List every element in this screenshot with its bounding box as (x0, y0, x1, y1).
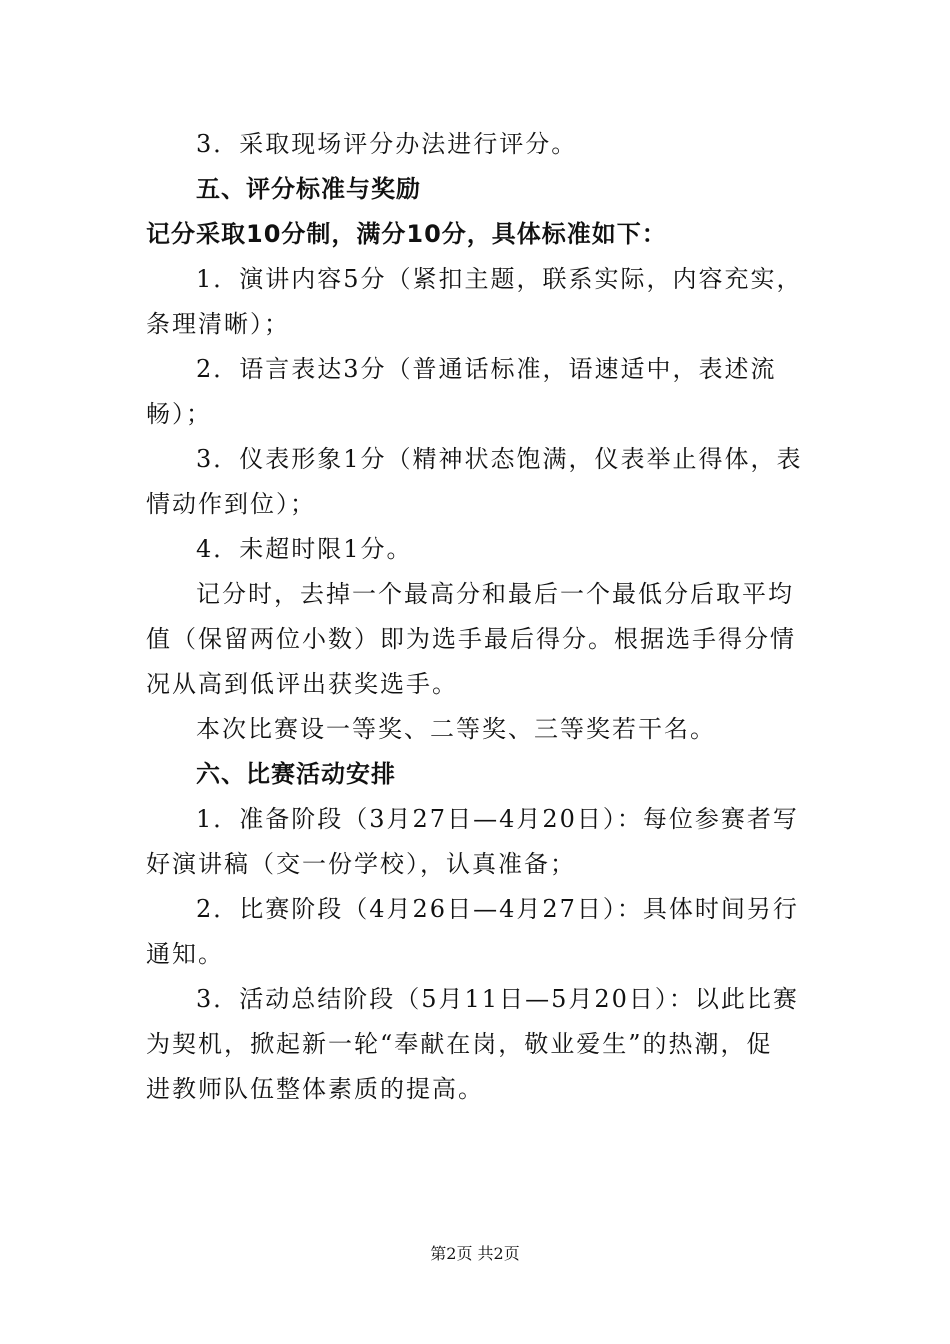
body-line: 3．仪表形象1分（精神状态饱满，仪表举止得体，表 (196, 445, 803, 473)
body-line: 记分时，去掉一个最高分和最后一个最低分后取平均 (196, 580, 794, 608)
body-line: 通知。 (146, 940, 224, 968)
body-line: 1．演讲内容5分（紧扣主题，联系实际，内容充实， (196, 265, 803, 293)
body-line: 值（保留两位小数）即为选手最后得分。根据选手得分情 (146, 625, 796, 653)
body-line: 2．语言表达3分（普通话标准，语速适中，表述流 (196, 355, 777, 383)
body-line: 2．比赛阶段（4月26日—4月27日）：具体时间另行 (196, 895, 799, 923)
body-line: 1．准备阶段（3月27日—4月20日）：每位参赛者写 (196, 805, 799, 833)
body-line: 好演讲稿（交一份学校），认真准备； (146, 850, 576, 878)
body-line: 畅）； (146, 400, 212, 428)
body-line: 本次比赛设一等奖、二等奖、三等奖若干名。 (196, 715, 716, 743)
body-line: 3．活动总结阶段（5月11日—5月20日）：以此比赛 (196, 985, 799, 1013)
section-heading: 六、比赛活动安排 (196, 760, 396, 788)
section-heading: 五、评分标准与奖励 (196, 175, 421, 203)
body-line: 情动作到位）； (146, 490, 316, 518)
bold-line: 记分采取10分制，满分10分，具体标准如下： (146, 220, 667, 248)
body-line: 况从高到低评出获奖选手。 (146, 670, 458, 698)
body-line: 4．未超时限1分。 (196, 535, 413, 563)
body-line: 3．采取现场评分办法进行评分。 (196, 130, 578, 158)
body-line: 为契机，掀起新一轮“奉献在岗，敬业爱生”的热潮，促 (146, 1030, 773, 1058)
body-line: 进教师队伍整体素质的提高。 (146, 1075, 484, 1103)
body-line: 条理清晰）； (146, 310, 290, 338)
page-footer: 第2页 共2页 (430, 1244, 520, 1263)
